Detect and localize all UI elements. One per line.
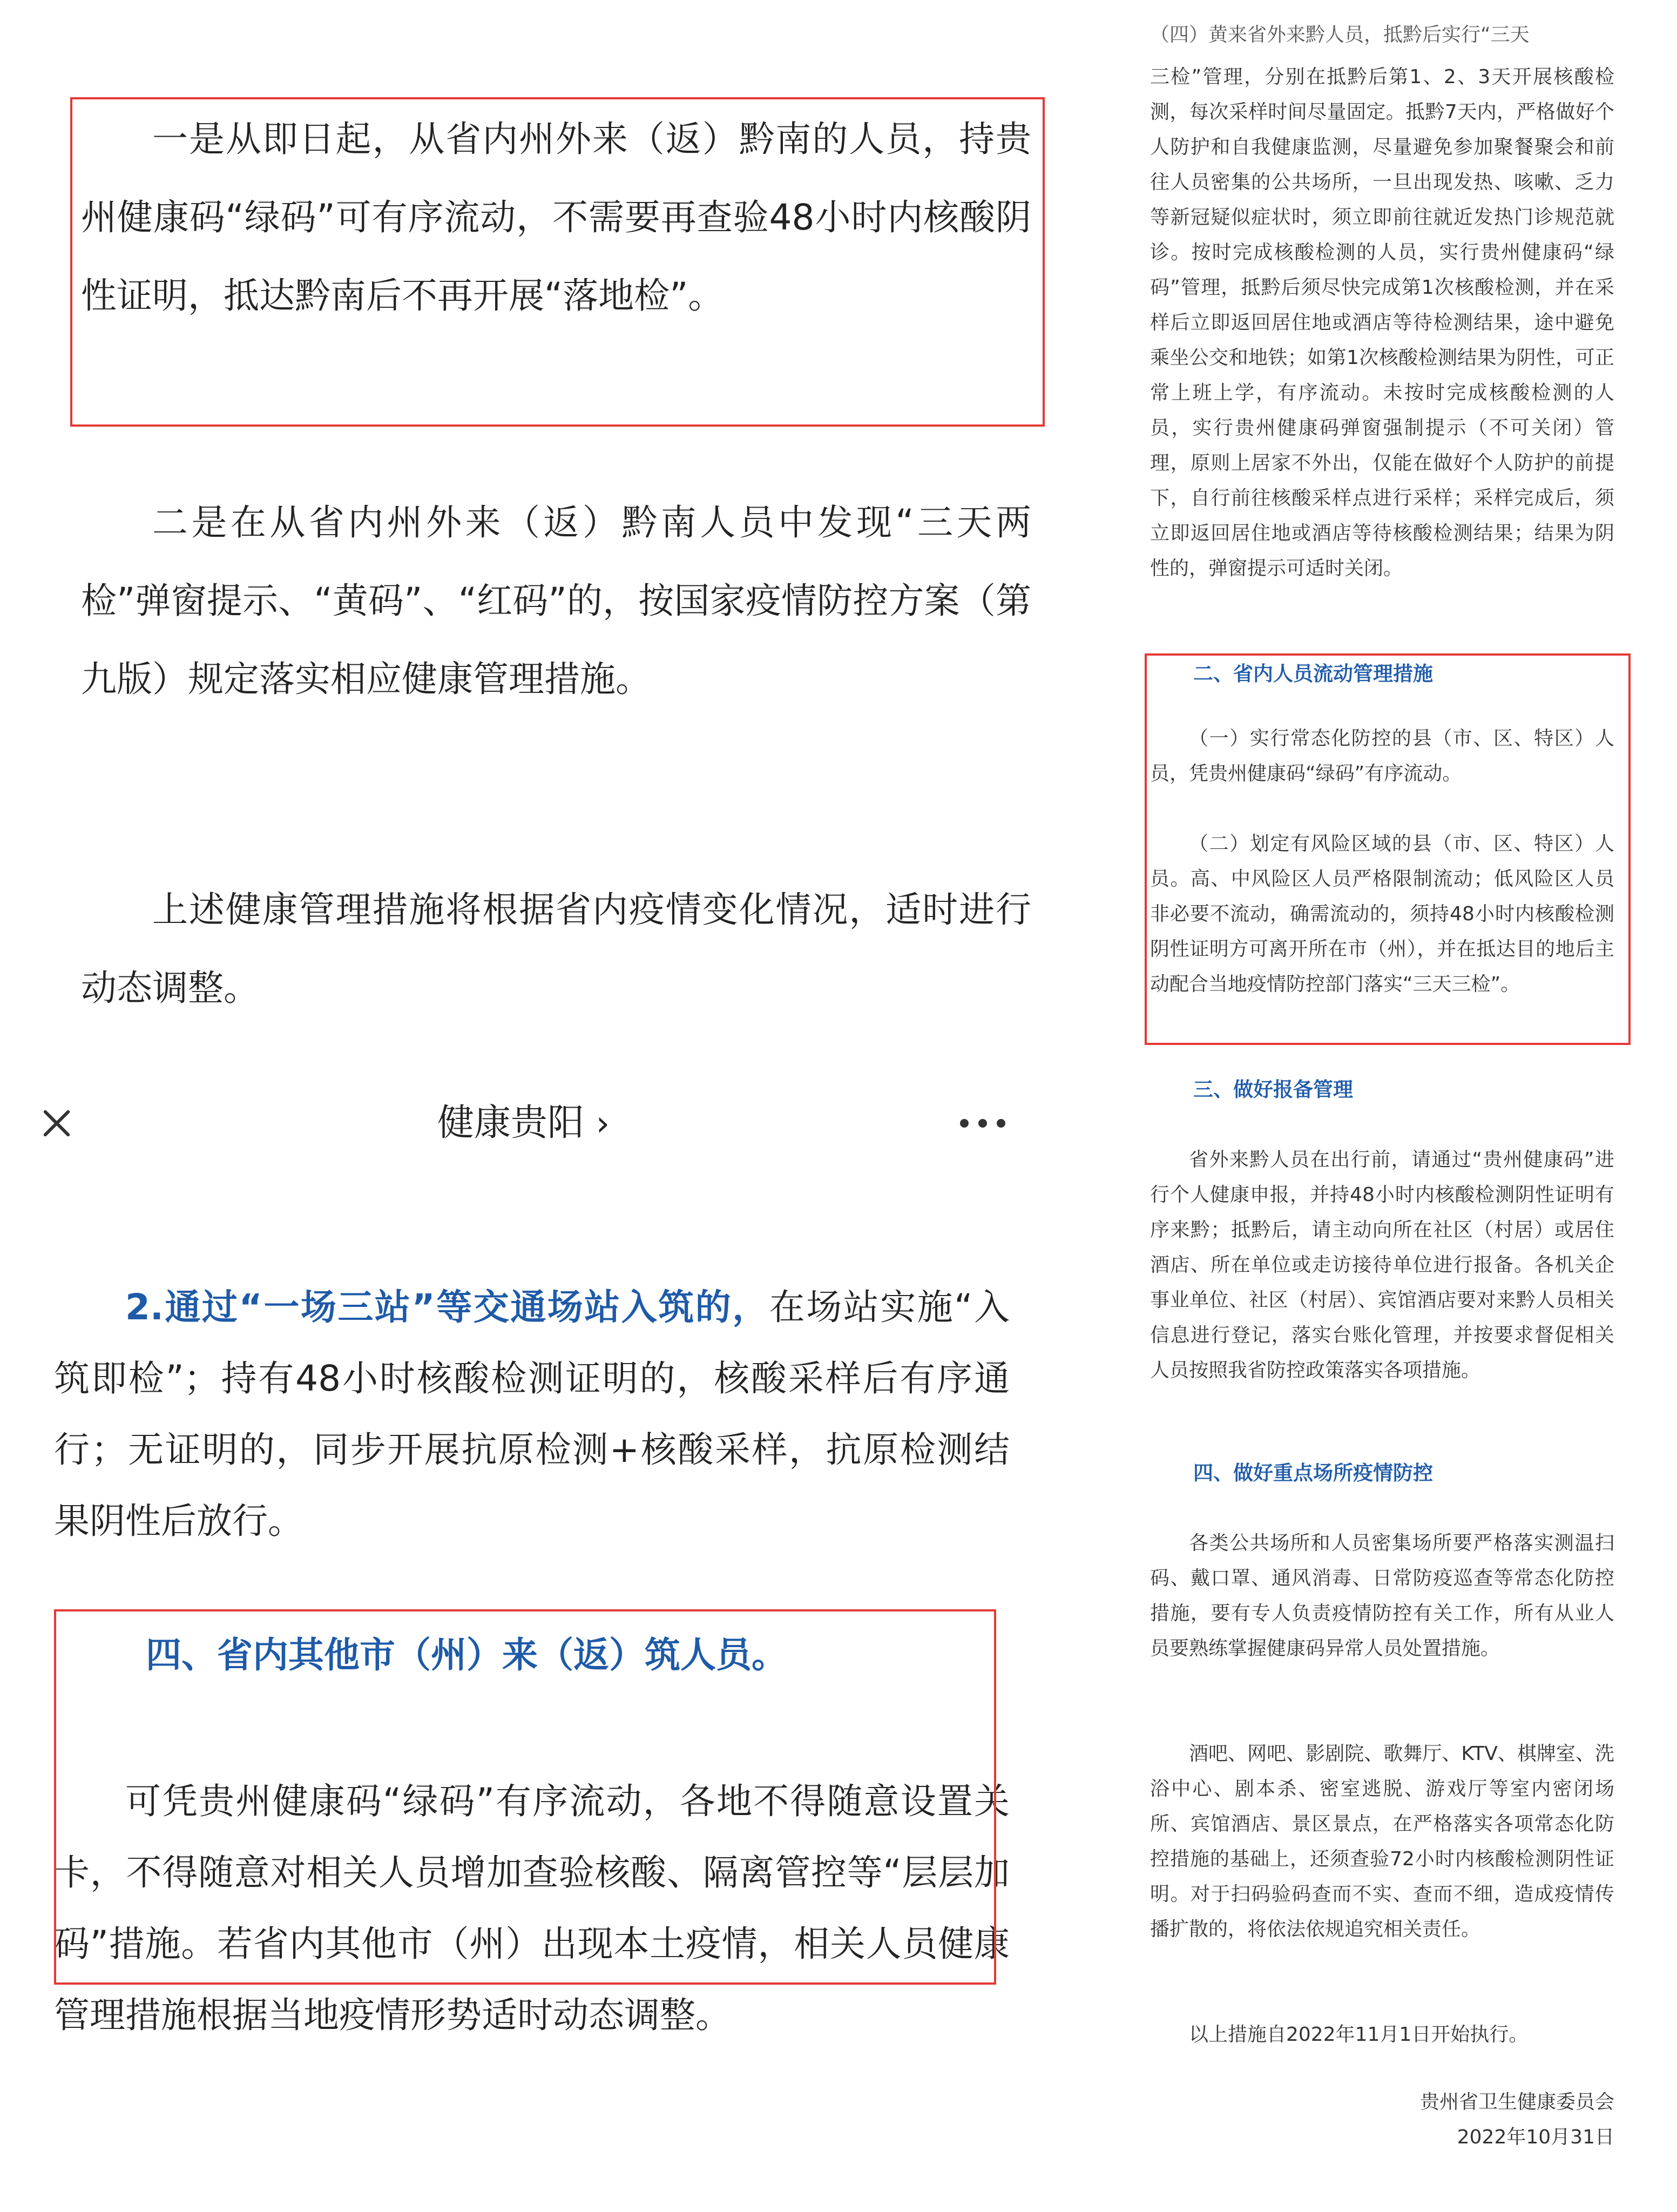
section-heading-reporting: 三、做好报备管理	[1193, 1078, 1353, 1101]
section-heading-other-cities: 四、省内其他市（州）来（返）筑人员。	[146, 1634, 787, 1676]
paragraph-transport-heading: 2.通过“一场三站”等交通场站入筑的，	[125, 1286, 769, 1328]
paragraph-first-measure: 一是从即日起，从省内州外来（返）黔南的人员，持贵州健康码“绿码”可有序流动，不需要再查验48小时内核酸阴性证明，抵达黔南后不再开展“落地检”。	[81, 118, 1031, 316]
close-icon[interactable]	[38, 1104, 76, 1142]
signature-issuer: 贵州省卫生健康委员会	[1419, 2091, 1614, 2113]
paragraph-second-measure: 二是在从省内州外来（返）黔南人员中发现“三天两检”弹窗提示、“黄码”、“红码”的，按国家疫情防控方案（第九版）规定落实相应健康管理措施。	[81, 502, 1031, 700]
paragraph-normalized-counties: （一）实行常态化防控的县（市、区、特区）人员，凭贵州健康码“绿码”有序流动。	[1150, 727, 1614, 785]
paragraph-effective-date: 以上措施自2022年11月1日开始执行。	[1189, 2024, 1529, 2046]
paragraph-transport-stations	[54, 1272, 1010, 1557]
paragraph-reporting: 省外来黔人员在出行前，请通过“贵州健康码”进行个人健康申报，并持48小时内核酸检测阴性证明有序来黔；抵黔后，请主动向所在社区（村居）或居住酒店、所在单位或走访接待单位进行报备。各机关企事业单位、社区（村居）、宾馆酒店要对来黔人员相关信息进行登记，落实台账化管理，并按要求督促相关人员按照我省防控政策落实各项措施。	[1150, 1149, 1614, 1381]
paragraph-closed-venues: 酒吧、网吧、影剧院、歌舞厅、KTV、棋牌室、洗浴中心、剧本杀、密室逃脱、游戏厅等室内密闭场所、宾馆酒店、景区景点，在严格落实各项常态化防控措施的基础上，还须查验72小时内核酸检测阴性证明。对于扫码验码查而不实、查而不细，造成疫情传播扩散的，将依法依规追究相关责任。	[1150, 1743, 1614, 1940]
paragraph-out-province-arrivals: 三检”管理，分别在抵黔后第1、2、3天开展核酸检测，每次采样时间尽量固定。抵黔7天内，严格做好个人防护和自我健康监测，尽量避免参加聚餐聚会和前往人员密集的公共场所，一旦出现发热、咳嗽、乏力等新冠疑似症状时，须立即前往就近发热门诊规范就诊。按时完成核酸检测的人员，实行贵州健康码“绿码”管理，抵黔后须尽快完成第1次核酸检测，并在采样后立即返回居住地或酒店等待检测结果，途中避免乘坐公交和地铁；如第1次核酸检测结果为阴性，可正常上班上学，有序流动。未按时完成核酸检测的人员，实行贵州健康码弹窗强制提示（不可关闭）管理，原则上居家不外出，仅能在做好个人防护的前提下，自行前往核酸采样点进行采样；采样完成后，须立即返回居住地或酒店等待核酸检测结果；结果为阴性的，弹窗提示可适时关闭。	[1150, 66, 1614, 579]
paragraph-public-places: 各类公共场所和人员密集场所要严格落实测温扫码、戴口罩、通风消毒、日常防疫巡查等常态化防控措施，要有专人负责疫情防控有关工作，所有从业人员要熟练掌握健康码异常人员处置措施。	[1150, 1532, 1614, 1660]
highlight-box-other-cities	[54, 1609, 996, 1985]
section-heading-key-places: 四、做好重点场所疫情防控	[1193, 1461, 1433, 1485]
paragraph-risk-areas: （二）划定有风险区域的县（市、区、特区）人员。高、中风险区人员严格限制流动；低风险区人员非必要不流动，确需流动的，须持48小时内核酸检测阴性证明方可离开所在市（州），并在抵达目的地后主动配合当地疫情防控部门落实“三天三检”。	[1150, 833, 1614, 995]
paragraph-dynamic-adjust: 上述健康管理措施将根据省内疫情变化情况，适时进行动态调整。	[81, 889, 1031, 1009]
signature-date: 2022年10月31日	[1457, 2126, 1614, 2148]
more-options-icon[interactable]	[950, 1107, 1015, 1139]
paragraph-other-cities: 可凭贵州健康码“绿码”有序流动，各地不得随意设置关卡，不得随意对相关人员增加查验核酸、隔离管控等“层层加码”措施。若省内其他市（州）出现本土疫情，相关人员健康管理措施根据当地疫情形势适时动态调整。	[54, 1781, 1010, 2036]
paragraph-transport-body: 在场站实施“入筑即检”；持有48小时核酸检测证明的，核酸采样后有序通行；无证明的，同步开展抗原检测+核酸采样，抗原检测结果阴性后放行。	[54, 1286, 1010, 1542]
cut-off-top-line: （四）黄来省外来黔人员，抵黔后实行“三天	[1150, 24, 1530, 46]
section-heading-intra-province: 二、省内人员流动管理措施	[1193, 662, 1433, 685]
highlight-box-first-measure	[70, 97, 1045, 427]
chevron-right-icon: ›	[596, 1104, 610, 1144]
account-title: 健康贵阳	[437, 1102, 585, 1144]
account-title-link[interactable]	[437, 1099, 610, 1148]
